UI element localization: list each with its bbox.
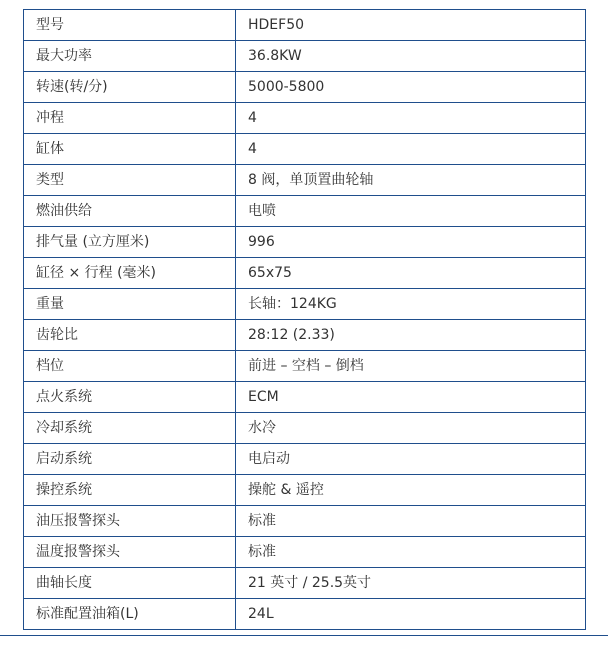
table-row [24, 568, 586, 599]
spec-label: 燃油供给 [24, 196, 236, 227]
spec-value: 前进 – 空档 – 倒档 [236, 351, 586, 382]
spec-label: 启动系统 [24, 444, 236, 475]
spec-label: 档位 [24, 351, 236, 382]
spec-label: 排气量 (立方厘米) [24, 227, 236, 258]
spec-value: 水冷 [236, 413, 586, 444]
spec-label: 转速(转/分) [24, 72, 236, 103]
spec-label: 标准配置油箱(L) [24, 599, 236, 630]
spec-value: 标准 [236, 537, 586, 568]
bottom-divider [0, 635, 608, 636]
spec-label: 冲程 [24, 103, 236, 134]
spec-value: 996 [236, 227, 586, 258]
spec-label: 操控系统 [24, 475, 236, 506]
spec-label: 重量 [24, 289, 236, 320]
spec-value: 36.8KW [236, 41, 586, 72]
spec-label: 曲轴长度 [24, 568, 236, 599]
spec-value: 电喷 [236, 196, 586, 227]
spec-label: 缸径 × 行程 (毫米) [24, 258, 236, 289]
spec-value: 21 英寸 / 25.5英寸 [236, 568, 586, 599]
table-row [24, 103, 586, 134]
spec-label: 油压报警探头 [24, 506, 236, 537]
spec-value: 5000-5800 [236, 72, 586, 103]
spec-value: 4 [236, 134, 586, 165]
spec-label: 齿轮比 [24, 320, 236, 351]
spec-value: 4 [236, 103, 586, 134]
table-row [24, 382, 586, 413]
spec-table [23, 9, 586, 630]
table-row [24, 444, 586, 475]
spec-value: HDEF50 [236, 10, 586, 41]
spec-label: 缸体 [24, 134, 236, 165]
table-row [24, 41, 586, 72]
table-row [24, 196, 586, 227]
table-row [24, 351, 586, 382]
table-row [24, 165, 586, 196]
table-row [24, 320, 586, 351]
spec-value: 28:12 (2.33) [236, 320, 586, 351]
table-row [24, 506, 586, 537]
table-row [24, 537, 586, 568]
spec-label: 点火系统 [24, 382, 236, 413]
table-row [24, 413, 586, 444]
table-row [24, 258, 586, 289]
spec-value: 长轴：124KG [236, 289, 586, 320]
spec-label: 型号 [24, 10, 236, 41]
spec-value: 电启动 [236, 444, 586, 475]
spec-label: 类型 [24, 165, 236, 196]
table-row [24, 599, 586, 630]
spec-value: 65x75 [236, 258, 586, 289]
table-row [24, 72, 586, 103]
table-row [24, 134, 586, 165]
table-row [24, 289, 586, 320]
table-row [24, 10, 586, 41]
spec-value: ECM [236, 382, 586, 413]
table-row [24, 475, 586, 506]
spec-table-body [24, 10, 586, 630]
spec-value: 8 阀，单顶置曲轮轴 [236, 165, 586, 196]
spec-label: 温度报警探头 [24, 537, 236, 568]
table-row [24, 227, 586, 258]
spec-value: 操舵 & 遥控 [236, 475, 586, 506]
spec-value: 标准 [236, 506, 586, 537]
spec-label: 冷却系统 [24, 413, 236, 444]
spec-value: 24L [236, 599, 586, 630]
spec-label: 最大功率 [24, 41, 236, 72]
